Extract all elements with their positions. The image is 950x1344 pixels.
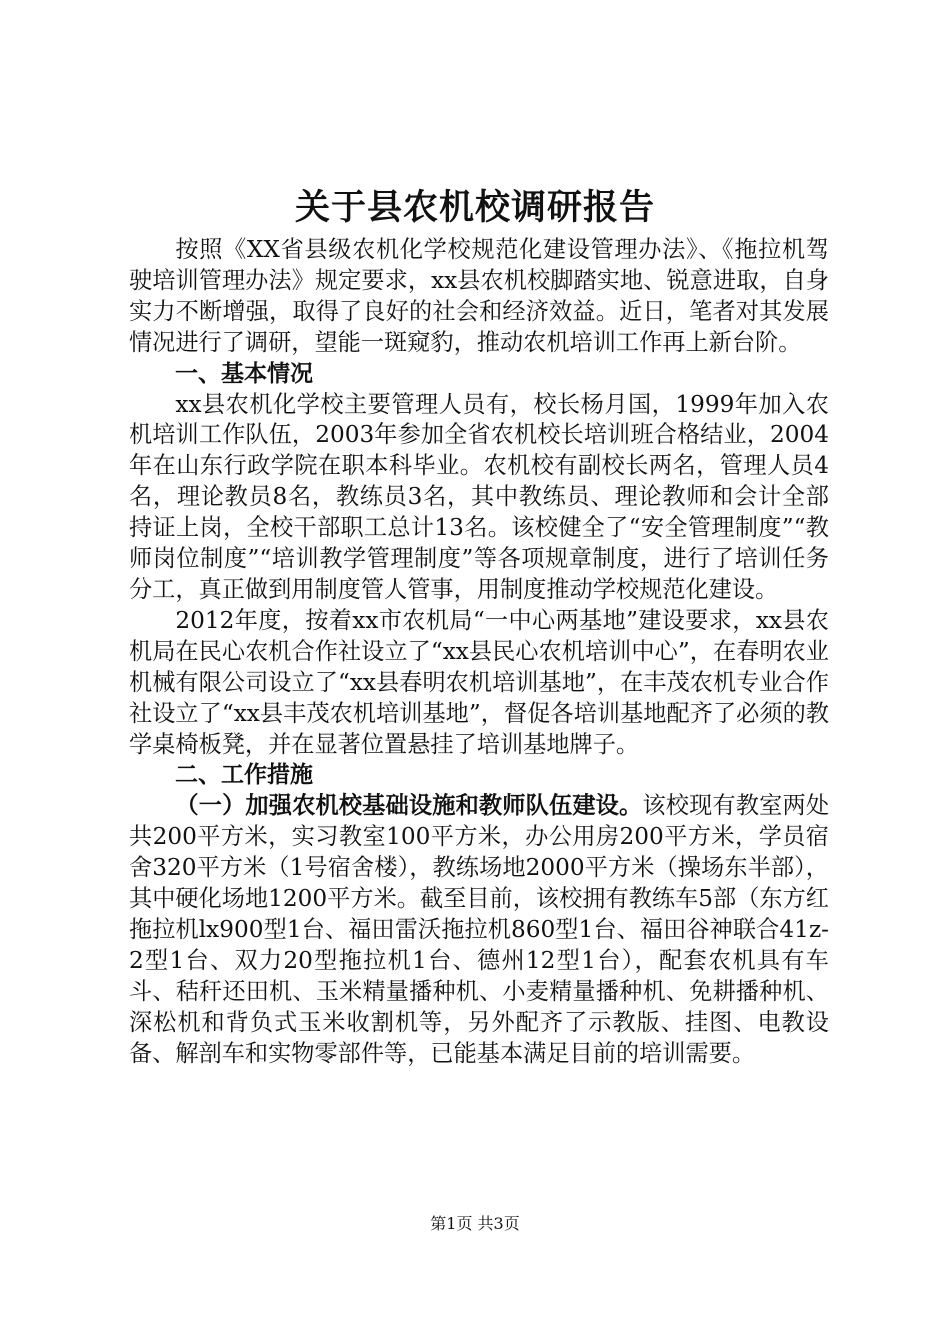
- work-measures-paragraph-1: [129, 791, 829, 1069]
- section-heading-work-measures: 二、工作措施: [175, 762, 313, 789]
- work-measures-subheading: （一）加强农机校基础设施和教师队伍建设。: [175, 792, 643, 820]
- page-number-footer: 第1页 共3页: [430, 1214, 520, 1233]
- work-measures-text: 该校现有教室两处共200平方米，实习教室100平方米，办公用房200平方米，学员宿舍320平方米（1号宿舍楼），教练场地2000平方米（操场东半部），其中硬化场地1200平方米。截至目前，该校拥有教练车5部（东方红拖拉机lx900型1台、福田雷沃拖拉机860型1台、福田谷神联合41z-2型1台、双力20型拖拉机1台、德州12型1台），配套农机具有车斗、秸秆还田机、玉米精量播种机、小麦精量播种机、免耕播种机、深松机和背负式玉米收割机等，另外配齐了示教版、挂图、电教设备、解剖车和实物零部件等，已能基本满足目前的培训需要。: [129, 792, 830, 1067]
- basic-situation-paragraph-1: xx县农机化学校主要管理人员有，校长杨月国，1999年加入农机培训工作队伍，2003年参加全省农机校长培训班合格结业，2004年在山东行政学院在职本科毕业。农机校有副校长两名，管理人员4名，理论教员8名，教练员3名，其中教练员、理论教师和会计全部持证上岗，全校干部职工总计13名。该校健全了“安全管理制度”“教师岗位制度”“培训教学管理制度”等各项规章制度，进行了培训任务分工，真正做到用制度管人管事，用制度推动学校规范化建设。: [129, 390, 829, 603]
- document-title: 关于县农机校调研报告: [294, 188, 655, 228]
- intro-paragraph: 按照《XX省县级农机化学校规范化建设管理办法》、《拖拉机驾驶培训管理办法》规定要求，xx县农机校脚踏实地、锐意进取，自身实力不断增强，取得了良好的社会和经济效益。近日，笔者对其发展情况进行了调研，望能一斑窥豹，推动农机培训工作再上新台阶。: [129, 236, 829, 356]
- basic-situation-paragraph-2: 2012年度，按着xx市农机局“一中心两基地”建设要求，xx县农机局在民心农机合作社设立了“xx县民心农机培训中心”，在春明农业机械有限公司设立了“xx县春明农机培训基地”，在丰茂农机专业合作社设立了“xx县丰茂农机培训基地”，督促各培训基地配齐了必须的教学桌椅板凳，并在显著位置悬挂了培训基地牌子。: [129, 606, 829, 758]
- section-heading-basic-situation: 一、基本情况: [175, 360, 313, 387]
- document-body: [129, 235, 829, 1069]
